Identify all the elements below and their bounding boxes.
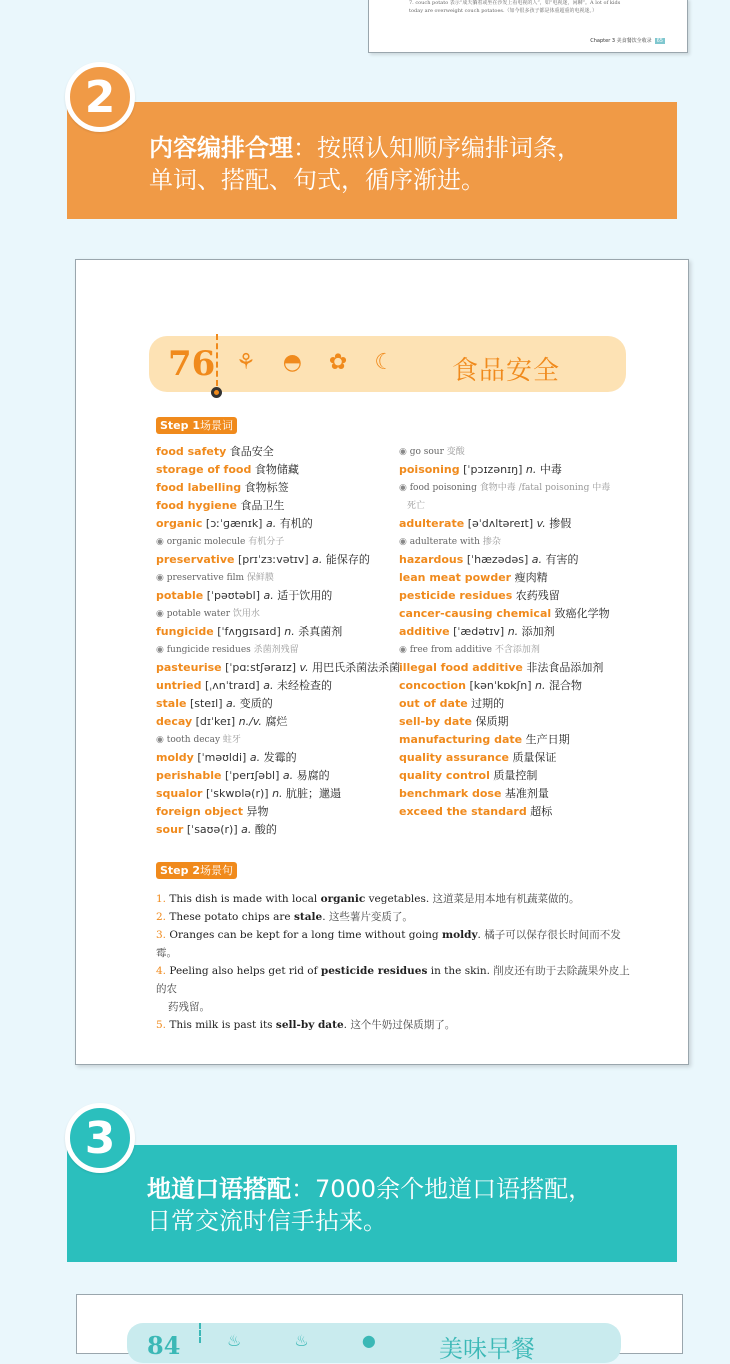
- word-english: concoction: [399, 679, 466, 692]
- phrase-english: potable water: [166, 609, 231, 619]
- vocab-entry: [156, 623, 406, 641]
- word-pos: n.: [284, 625, 295, 638]
- word-english: out of date: [399, 697, 468, 710]
- section-3-number-badge: 3: [65, 1103, 135, 1173]
- word-english: quality control: [399, 769, 490, 782]
- word-english: untried: [156, 679, 202, 692]
- footer-chapter: Chapter 3 美食餐饮全收录: [590, 38, 652, 44]
- footer-page-number: 65: [656, 38, 663, 44]
- sentence-chinese: 这个牛奶过保质期了。: [350, 1019, 456, 1031]
- word-chinese: 致癌化学物: [554, 607, 610, 620]
- step-1-tag: [156, 417, 237, 434]
- sentence-keyword: stale: [293, 911, 323, 923]
- section-3-title-rest: ：7000余个地道口语搭配，: [291, 1175, 593, 1203]
- step-1-title: 场景词: [200, 419, 233, 432]
- phrase-chinese: 食物中毒 /fatal poisoning 中毒: [479, 483, 611, 493]
- vocab-entry: [399, 803, 649, 821]
- sentence-chinese: 橘子可以保存很长时间而不发霉。: [156, 929, 621, 959]
- word-english: manufacturing date: [399, 733, 523, 746]
- word-pos: a.: [282, 769, 294, 782]
- previous-page-line: today are overweight couch potatoes.（如今很多孩子都是体重超重的电视迷。）: [409, 8, 598, 14]
- word-english: additive: [399, 625, 450, 638]
- word-pos: a.: [531, 553, 542, 566]
- vocab-entry: [156, 479, 406, 497]
- word-phonetic: [prɪˈzɜːvətɪv]: [237, 553, 309, 566]
- sentence-number: 2.: [156, 911, 167, 923]
- vocab-entry: [399, 623, 649, 641]
- word-chinese: 肮脏；邋遢: [286, 787, 342, 800]
- word-english: organic: [156, 517, 203, 530]
- word-english: fungicide: [156, 625, 214, 638]
- word-chinese: 未经检查的: [276, 679, 332, 692]
- bullet-icon: ◉: [399, 537, 410, 547]
- sentence-keyword: pesticide residues: [320, 965, 428, 977]
- phrase-chinese: 蛀牙: [222, 735, 241, 745]
- example-sentence: [156, 908, 636, 926]
- word-english: potable: [156, 589, 204, 602]
- vocab-entry: [399, 749, 649, 767]
- vocab-entry: [156, 749, 406, 767]
- phrase-chinese: 死亡: [407, 501, 426, 511]
- sentence-chinese: 这道菜是用本地有机蔬菜做的。: [432, 893, 580, 905]
- sentence-keyword: sell-by date: [275, 1019, 344, 1031]
- vocab-left-column: [156, 443, 406, 839]
- vocab-entry: [399, 695, 649, 713]
- phrase-chinese: 保鲜膜: [246, 573, 274, 583]
- section-3-banner: [67, 1145, 677, 1262]
- vocab-entry: [156, 695, 406, 713]
- unit-number: 76: [168, 344, 216, 384]
- word-pos: a.: [226, 697, 237, 710]
- vocab-sub-entry: [399, 641, 649, 659]
- word-chinese: 农药残留: [515, 589, 560, 602]
- word-english: food labelling: [156, 481, 242, 494]
- bullet-icon: ◉: [156, 573, 167, 583]
- next-unit-title: 美味早餐: [439, 1335, 535, 1363]
- word-chinese: 超标: [530, 805, 553, 818]
- phrase-english: adulterate with: [409, 537, 480, 547]
- word-phonetic: [ˈsaʊə(r)]: [186, 823, 238, 836]
- word-pos: a.: [249, 751, 261, 764]
- sentence-keyword: moldy: [442, 929, 478, 941]
- word-phonetic: [steɪl]: [189, 697, 223, 710]
- word-chinese: 瘦肉精: [514, 571, 548, 584]
- word-phonetic: [ˈpəʊtəbl]: [206, 589, 260, 602]
- word-english: cancer-causing chemical: [399, 607, 552, 620]
- bullet-icon: ◉: [156, 735, 167, 745]
- word-chinese: 腐烂: [265, 715, 288, 728]
- word-english: pasteurise: [156, 661, 222, 674]
- word-english: food hygiene: [156, 499, 238, 512]
- vocab-right-column: [399, 443, 649, 821]
- bullet-icon: ◉: [156, 537, 167, 547]
- sentence-text-end: .: [322, 911, 326, 923]
- sentence-number: 5.: [156, 1019, 167, 1031]
- vocab-entry: [156, 713, 406, 731]
- word-phonetic: [ˈhæzədəs]: [466, 553, 529, 566]
- example-sentence-continued: [156, 998, 636, 1016]
- word-english: storage of food: [156, 463, 252, 476]
- sentence-text-end: in the skin.: [427, 965, 490, 977]
- word-chinese: 杀真菌剂: [298, 625, 343, 638]
- sentence-text: These potato chips are: [169, 911, 294, 923]
- word-chinese: 酸的: [254, 823, 277, 836]
- vocab-entry: [399, 569, 649, 587]
- word-chinese: 用巴氏杀菌法杀菌: [312, 661, 401, 674]
- example-sentences: [156, 890, 636, 1034]
- word-english: lean meat powder: [399, 571, 512, 584]
- word-chinese: 过期的: [471, 697, 505, 710]
- word-english: squalor: [156, 787, 203, 800]
- phrase-chinese: 饮用水: [232, 609, 260, 619]
- vocab-entry: [156, 497, 406, 515]
- word-pos: a.: [263, 589, 274, 602]
- step-2-label: Step 2: [160, 864, 200, 877]
- word-chinese: 掺假: [549, 517, 572, 530]
- example-sentence: [156, 926, 636, 962]
- previous-page-preview: [368, 0, 688, 53]
- vocab-sub-entry: [156, 605, 406, 623]
- vocab-entry: [399, 677, 649, 695]
- bullet-icon: ◉: [399, 447, 410, 457]
- word-english: perishable: [156, 769, 222, 782]
- word-pos: n.: [507, 625, 519, 638]
- vocab-entry: [399, 515, 649, 533]
- word-phonetic: [ɔːˈɡænɪk]: [205, 517, 263, 530]
- section-2-title-bold: 内容编排合理: [149, 134, 293, 162]
- vocab-entry: [399, 713, 649, 731]
- word-phonetic: [ˈpɔɪzənɪŋ]: [463, 463, 523, 476]
- word-chinese: 食物标签: [244, 481, 289, 494]
- vocab-entry: [156, 803, 406, 821]
- sentence-text: Peeling also helps get rid of: [169, 965, 321, 977]
- word-pos: a.: [241, 823, 252, 836]
- word-pos: n.: [272, 787, 283, 800]
- previous-page-footer: [590, 37, 665, 44]
- sentence-number: 1.: [156, 893, 167, 905]
- section-3-title-bold: 地道口语搭配: [147, 1175, 291, 1203]
- word-english: exceed the standard: [399, 805, 527, 818]
- word-phonetic: [ˈpɑːstʃəraɪz]: [225, 661, 297, 674]
- word-english: preservative: [156, 553, 235, 566]
- phrase-english: tooth decay: [166, 735, 221, 745]
- word-english: sour: [156, 823, 184, 836]
- word-chinese: 能保存的: [325, 553, 370, 566]
- vocab-entry: [156, 443, 406, 461]
- word-chinese: 混合物: [549, 679, 583, 692]
- vocab-sub-entry: [399, 443, 649, 461]
- sentence-text: Oranges can be kept for a long time without going: [169, 929, 442, 941]
- section-3-title: [147, 1173, 677, 1205]
- unit-header-divider: [216, 334, 218, 386]
- word-pos: n.: [535, 679, 546, 692]
- word-phonetic: [dɪˈkeɪ]: [195, 715, 236, 728]
- phrase-chinese: 有机分子: [248, 537, 285, 547]
- section-2-subtitle: 单词、搭配、句式，循序渐进。: [149, 166, 485, 194]
- vocab-entry: [399, 551, 649, 569]
- phrase-english: organic molecule: [166, 537, 246, 547]
- word-pos: a.: [312, 553, 323, 566]
- word-phonetic: [ˌʌnˈtraɪd]: [204, 679, 260, 692]
- word-chinese: 食物储藏: [254, 463, 299, 476]
- example-sentence: [156, 962, 636, 998]
- word-chinese: 异物: [246, 805, 269, 818]
- word-pos: a.: [263, 679, 274, 692]
- vocab-sub-entry: [156, 731, 406, 749]
- vocab-entry: [399, 731, 649, 749]
- word-chinese: 有害的: [545, 553, 579, 566]
- word-english: hazardous: [399, 553, 464, 566]
- vocab-entry: [156, 821, 406, 839]
- step-2-title: 场景句: [200, 864, 233, 877]
- vocab-sub-entry: [156, 569, 406, 587]
- word-pos: v.: [536, 517, 546, 530]
- word-chinese: 食品安全: [229, 445, 274, 458]
- bullet-icon: ◉: [156, 609, 167, 619]
- phrase-chinese: 变酸: [446, 447, 465, 457]
- word-english: decay: [156, 715, 193, 728]
- word-pos: n./v.: [238, 715, 262, 728]
- bullet-icon: ◉: [399, 645, 410, 655]
- vocab-entry: [399, 785, 649, 803]
- word-chinese: 变质的: [239, 697, 273, 710]
- sentence-chinese-continued: 药残留。: [168, 1001, 210, 1013]
- previous-page-line: 7. couch potato 表示“成天躺着或坐在沙发上看电视的人”，如“电视迷，闲聊”。A lot of kids: [409, 0, 621, 6]
- word-english: illegal food additive: [399, 661, 523, 674]
- sentence-text: This dish is made with local: [169, 893, 321, 905]
- section-2-banner: [67, 102, 677, 219]
- word-chinese: 添加剂: [521, 625, 555, 638]
- sentence-text-end: vegetables.: [365, 893, 430, 905]
- phrase-chinese: 掺杂: [482, 537, 501, 547]
- phrase-english: food poisoning: [409, 483, 477, 493]
- word-chinese: 易腐的: [296, 769, 330, 782]
- word-chinese: 发霉的: [263, 751, 297, 764]
- sentence-chinese: 削皮还有助于去除蔬果外皮上的农: [156, 965, 630, 995]
- next-page-preview: [76, 1294, 683, 1363]
- word-phonetic: [kənˈkɒkʃn]: [469, 679, 532, 692]
- word-english: foreign object: [156, 805, 243, 818]
- section-2-title-rest: ：按照认知顺序编排词条，: [293, 134, 581, 162]
- vocab-entry: [399, 587, 649, 605]
- sentence-keyword: organic: [320, 893, 366, 905]
- vocab-entry: [399, 659, 649, 677]
- vocab-sub-entry: [156, 533, 406, 551]
- word-chinese: 质量控制: [493, 769, 538, 782]
- vocab-entry: [156, 677, 406, 695]
- word-english: food safety: [156, 445, 227, 458]
- vocab-entry: [156, 659, 406, 677]
- section-2-number-badge: 2: [65, 62, 135, 132]
- word-phonetic: [ˈædətɪv]: [453, 625, 505, 638]
- vocab-entry: [399, 605, 649, 623]
- word-chinese: 基准剂量: [504, 787, 549, 800]
- word-english: sell-by date: [399, 715, 473, 728]
- sentence-number: 4.: [156, 965, 167, 977]
- section-3-subtitle: 日常交流时信手拈来。: [147, 1207, 387, 1235]
- phrase-english: preservative film: [166, 573, 244, 583]
- vocab-entry: [156, 587, 406, 605]
- word-chinese: 中毒: [539, 463, 562, 476]
- word-english: quality assurance: [399, 751, 509, 764]
- sentence-text: This milk is past its: [169, 1019, 276, 1031]
- word-english: benchmark dose: [399, 787, 502, 800]
- word-phonetic: [ˈperɪʃəbl]: [224, 769, 280, 782]
- word-phonetic: [əˈdʌltəreɪt]: [467, 517, 534, 530]
- word-chinese: 食品卫生: [240, 499, 285, 512]
- sentence-text-end: .: [343, 1019, 347, 1031]
- bullet-icon: ◉: [156, 645, 167, 655]
- word-chinese: 非法食品添加剂: [526, 661, 604, 674]
- word-pos: v.: [299, 661, 309, 674]
- vocab-entry: [399, 767, 649, 785]
- word-english: moldy: [156, 751, 194, 764]
- word-phonetic: [ˈfʌŋɡɪsaɪd]: [217, 625, 281, 638]
- step-1-label: Step 1: [160, 419, 200, 432]
- food-icons: ⚘ ◓ ✿ ☾: [236, 350, 405, 375]
- example-sentence: [156, 890, 636, 908]
- vocab-sub-entry: [399, 479, 649, 497]
- word-english: adulterate: [399, 517, 465, 530]
- vocab-entry: [156, 461, 406, 479]
- phrase-english: free from additive: [409, 645, 492, 655]
- word-pos: n.: [525, 463, 537, 476]
- vocab-entry: [156, 551, 406, 569]
- word-chinese: 保质期: [475, 715, 509, 728]
- word-chinese: 有机的: [279, 517, 313, 530]
- phrase-english: go sour: [409, 447, 444, 457]
- bullet-icon: ◉: [399, 483, 410, 493]
- word-chinese: 生产日期: [525, 733, 570, 746]
- word-phonetic: [ˈməʊldi]: [197, 751, 247, 764]
- unit-header-dot: [211, 387, 222, 398]
- sample-page: [75, 259, 689, 1065]
- step-2-tag: [156, 862, 237, 879]
- vocab-entry: [156, 767, 406, 785]
- phrase-chinese: 杀菌剂残留: [253, 645, 299, 655]
- vocab-sub-entry: [399, 497, 649, 515]
- next-unit-divider: [199, 1323, 201, 1343]
- sentence-number: 3.: [156, 929, 167, 941]
- vocab-sub-entry: [156, 641, 406, 659]
- word-english: poisoning: [399, 463, 460, 476]
- unit-title: 食品安全: [452, 356, 561, 386]
- phrase-chinese: 不含添加剂: [494, 645, 540, 655]
- breakfast-icons: ♨ ♨ ●: [227, 1331, 400, 1350]
- vocab-entry: [399, 461, 649, 479]
- word-phonetic: [ˈskwɒlə(r)]: [205, 787, 269, 800]
- word-pos: a.: [265, 517, 277, 530]
- sentence-chinese: 这些薯片变质了。: [328, 911, 413, 923]
- vocab-sub-entry: [399, 533, 649, 551]
- vocab-entry: [156, 515, 406, 533]
- sentence-text-end: .: [477, 929, 481, 941]
- word-english: stale: [156, 697, 187, 710]
- word-chinese: 适于饮用的: [277, 589, 333, 602]
- vocab-entry: [156, 785, 406, 803]
- section-2-title: [149, 132, 677, 164]
- next-unit-number: 84: [147, 1331, 181, 1360]
- phrase-english: fungicide residues: [166, 645, 251, 655]
- word-chinese: 质量保证: [512, 751, 557, 764]
- word-english: pesticide residues: [399, 589, 513, 602]
- example-sentence: [156, 1016, 636, 1034]
